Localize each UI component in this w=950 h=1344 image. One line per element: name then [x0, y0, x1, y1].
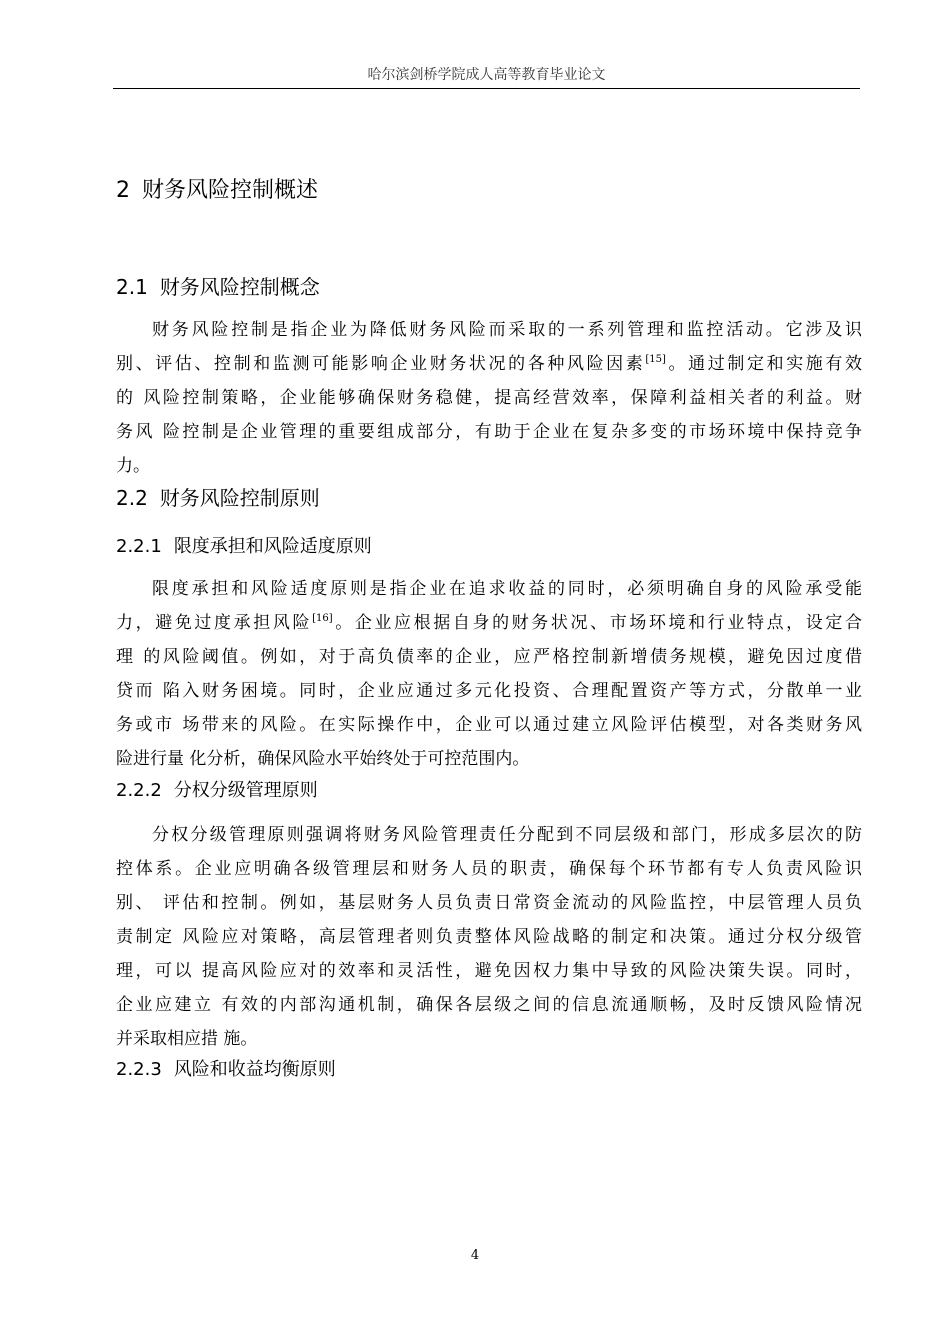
- paragraph-line: 务或市 场带来的风险。在实际操作中，企业可以通过建立风险评估模型，对各类财务风: [116, 715, 862, 735]
- subsection-title: 限度承担和风险适度原则: [173, 536, 372, 557]
- subsection-heading-2-2-2: [116, 778, 318, 804]
- page-header: 哈尔滨剑桥学院成人高等教育毕业论文: [367, 67, 606, 83]
- section-number: 2.2: [116, 486, 148, 510]
- subsection-number: 2.2.3: [116, 1059, 162, 1080]
- section-number: 2.1: [116, 275, 148, 299]
- paragraph-2-2-2: [116, 818, 862, 1056]
- section-title: 财务风险控制原则: [159, 486, 320, 510]
- paragraph-line: 险进行量 化分析，确保风险水平始终处于可控范围内。: [116, 749, 530, 769]
- paragraph-line: 责制定 风险应对策略，高层管理者则负责整体风险战略的制定和决策。通过分权分级管: [116, 927, 862, 947]
- citation-15: [15]: [645, 354, 666, 365]
- paragraph-line: 理 的风险阈值。例如，对于高负债率的企业，应严格控制新增债务规模，避免因过度借: [116, 647, 862, 667]
- paragraph-2-1: [116, 313, 862, 483]
- paragraph-line: 别、评估、控制和监测可能影响企业财务状况的各种风险因素[15]。通过制定和实施有效: [116, 354, 863, 374]
- paragraph-line: 分权分级管理原则强调将财务风险管理责任分配到不同层级和部门，形成多层次的防: [152, 825, 862, 845]
- paragraph-line: 并采取相应措 施。: [116, 1029, 258, 1049]
- paragraph-line: 别、 评估和控制。例如，基层财务人员负责日常资金流动的风险监控，中层管理人员负: [116, 893, 862, 913]
- paragraph-line: 务风 险控制是企业管理的重要组成部分，有助于企业在复杂多变的市场环境中保持竞争: [116, 422, 862, 442]
- subsection-number: 2.2.1: [116, 536, 162, 557]
- paragraph-line: 企业应建立 有效的内部沟通机制，确保各层级之间的信息流通顺畅，及时反馈风险情况: [116, 995, 862, 1015]
- paragraph-line: 财务风险控制是指企业为降低财务风险而采取的一系列管理和监控活动。它涉及识: [152, 320, 862, 340]
- paragraph-line: 力，避免过度承担风险[16]。企业应根据自身的财务状况、市场环境和行业特点，设定合: [116, 613, 863, 633]
- subsection-number: 2.2.2: [116, 780, 162, 801]
- chapter-title: 财务风险控制概述: [142, 178, 319, 203]
- chapter-heading: [116, 176, 318, 206]
- section-heading-2-1: [116, 273, 320, 301]
- subsection-heading-2-2-3: [116, 1057, 336, 1083]
- page-number: 4: [470, 1248, 480, 1263]
- subsection-title: 风险和收益均衡原则: [173, 1059, 336, 1080]
- paragraph-line: 理，可以 提高风险应对的效率和灵活性，避免因权力集中导致的风险决策失误。同时，: [116, 961, 862, 981]
- subsection-heading-2-2-1: [116, 534, 372, 560]
- paragraph-line: 的 风险控制策略，企业能够确保财务稳健，提高经营效率，保障利益相关者的利益。财: [116, 388, 862, 408]
- paragraph-line: 控体系。企业应明确各级管理层和财务人员的职责，确保每个环节都有专人负责风险识: [116, 859, 862, 879]
- subsection-title: 分权分级管理原则: [173, 780, 318, 801]
- header-rule: [113, 88, 860, 89]
- paragraph-line: 贷而 陷入财务困境。同时，企业应通过多元化投资、合理配置资产等方式，分散单一业: [116, 681, 862, 701]
- chapter-number: 2: [116, 178, 130, 203]
- paragraph-2-2-1: [116, 572, 862, 776]
- section-title: 财务风险控制概念: [159, 275, 320, 299]
- section-heading-2-2: [116, 484, 320, 512]
- paragraph-line: 力。: [116, 456, 150, 476]
- citation-16: [16]: [312, 613, 333, 624]
- paragraph-line: 限度承担和风险适度原则是指企业在追求收益的同时，必须明确自身的风险承受能: [152, 579, 862, 599]
